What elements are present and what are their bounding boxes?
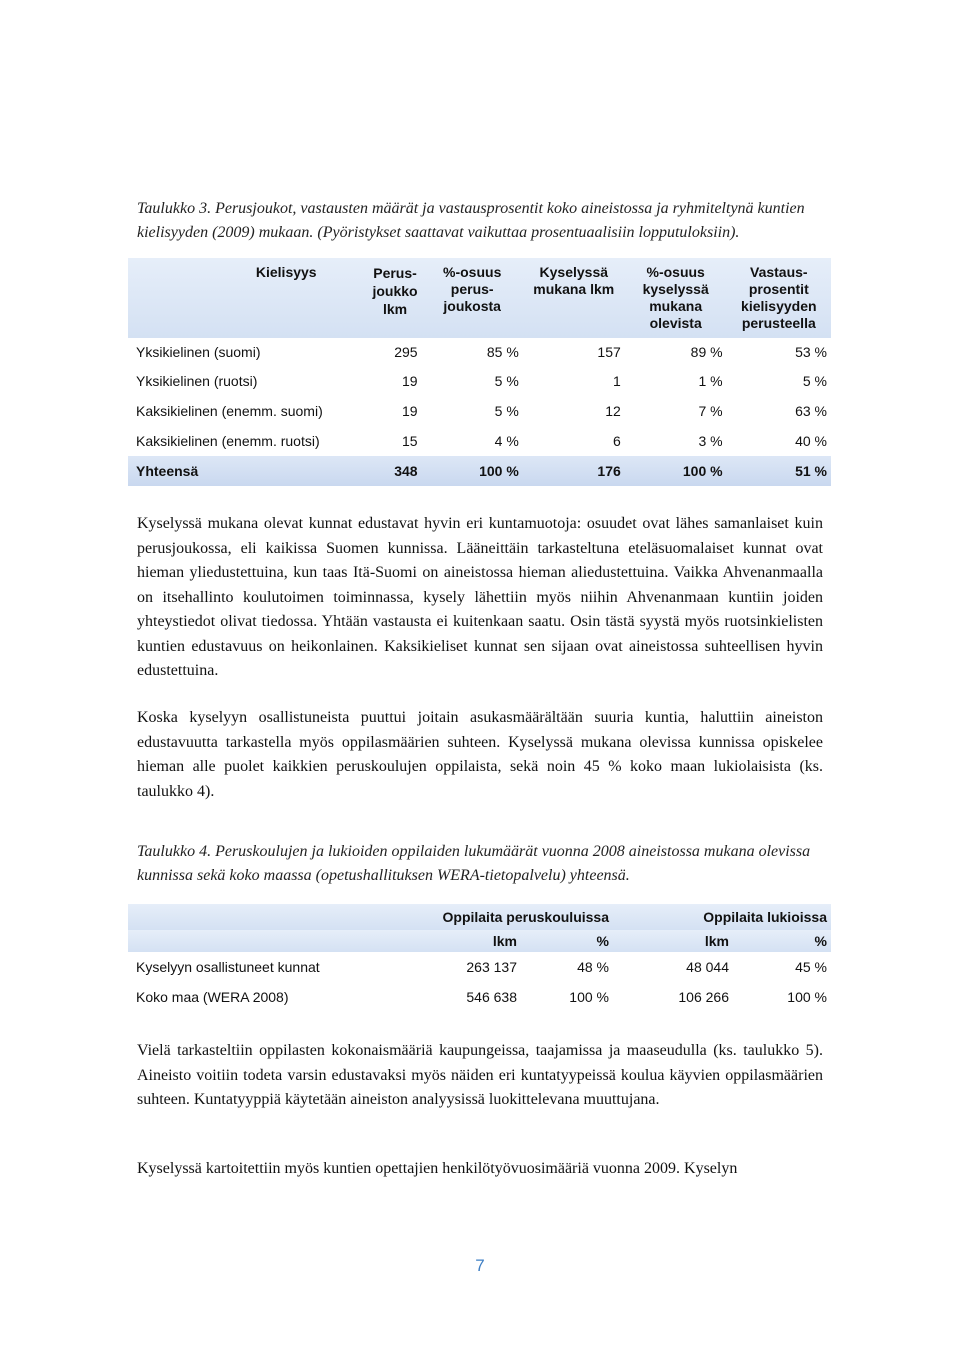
table-row bbox=[128, 426, 831, 456]
table3-total-cell: 348 bbox=[394, 463, 418, 479]
table3-total-cell: 100 % bbox=[682, 463, 723, 479]
table4-cell: 45 % bbox=[795, 959, 827, 975]
body-paragraph: Koska kyselyyn osallistuneista puuttui joitain asukasmäärältään suuria kuntia, haluttiin aineiston edustavuutta tarkastella myös oppilasmäärien suhteen. Kyselyssä mukana olevissa kunnissa opiskelee hieman alle puolet kaikkien peruskoulujen oppilaista, sekä noin 45 % koko maan lukiolaisista (ks. taulukko 4). bbox=[137, 709, 823, 800]
table4-cell: 106 266 bbox=[678, 989, 729, 1005]
table3-header-kielisyys: Kielisyys bbox=[255, 264, 317, 280]
table3-header-osuus-mukana: %-osuus kyselyssä mukana olevista bbox=[642, 264, 709, 331]
table3 bbox=[128, 258, 831, 486]
table3-cell: 295 bbox=[394, 344, 418, 360]
table4-header-lukiot: Oppilaita lukioissa bbox=[703, 909, 827, 925]
table-row bbox=[128, 396, 831, 426]
table3-header-osuus-perusjoukosta: %-osuus perus- joukosta bbox=[443, 264, 502, 314]
table3-header-vastausprosentit: Vastaus- prosentit kielisyyden perusteella bbox=[741, 264, 817, 331]
table4-cell: 263 137 bbox=[466, 959, 517, 975]
table4-cell: 100 % bbox=[569, 989, 609, 1005]
table3-cell: 5 % bbox=[802, 373, 827, 389]
table3-cell: 19 bbox=[402, 373, 418, 389]
table4-subheader: lkm bbox=[704, 933, 729, 949]
table-row bbox=[128, 952, 831, 982]
table3-cell: 157 bbox=[597, 344, 621, 360]
page-number: 7 bbox=[475, 1256, 485, 1275]
body-paragraph: Vielä tarkasteltiin oppilasten kokonaismääriä kaupungeissa, taajamissa ja maaseudulla (ks. taulukko 5). Aineisto voitiin todeta varsin edustavaksi myös näiden eri kuntatyypeissä koulua käyvien oppilasmäärien suhteen. Kuntatyyppiä käytetään aineiston analyysissä luokittelevana muuttujana. bbox=[137, 1042, 823, 1108]
table4-cell: 100 % bbox=[787, 989, 827, 1005]
table3-cell: 53 % bbox=[795, 344, 827, 360]
body-paragraph: Kyselyssä kartoitettiin myös kuntien opettajien henkilötyövuosimääriä vuonna 2009. Kyselyn bbox=[137, 1160, 738, 1177]
table4-header-peruskoulut: Oppilaita peruskouluissa bbox=[442, 909, 609, 925]
table3-header-kyselyssa-mukana: Kyselyssä mukana lkm bbox=[533, 264, 615, 297]
table-row bbox=[128, 366, 831, 396]
table3-cell: Kaksikielinen (enemm. ruotsi) bbox=[136, 433, 320, 449]
table3-caption: Taulukko 3. Perusjoukot, vastausten määrät ja vastausprosentit koko aineistossa ja ryhmiteltynä kuntien kielisyyden (2009) mukaan. (Pyöristykset saattavat vaikuttaa prosentuaalisiin lopputuloksiin). bbox=[137, 200, 805, 241]
table3-total-cell: Yhteensä bbox=[136, 463, 199, 479]
table3-cell: 19 bbox=[402, 403, 418, 419]
table3-cell: 6 bbox=[612, 433, 621, 449]
table4-group-header-row bbox=[128, 904, 831, 930]
table4-cell: Koko maa (WERA 2008) bbox=[136, 989, 289, 1005]
table4 bbox=[128, 904, 831, 1012]
table3-cell: 89 % bbox=[690, 344, 723, 360]
table3-header-row bbox=[128, 258, 831, 338]
table3-header-perusjoukko: Perus- joukko lkm bbox=[372, 265, 418, 317]
table3-cell: 40 % bbox=[795, 433, 827, 449]
table3-cell: Yksikielinen (ruotsi) bbox=[136, 373, 258, 389]
table3-cell: 5 % bbox=[494, 403, 519, 419]
table3-cell: 1 bbox=[612, 373, 621, 389]
table4-subheader: % bbox=[596, 933, 609, 949]
table3-cell: 4 % bbox=[494, 433, 519, 449]
table4-subheader: % bbox=[814, 933, 827, 949]
table-row bbox=[128, 338, 831, 366]
table4-subheader: lkm bbox=[492, 933, 517, 949]
table3-cell: 15 bbox=[402, 433, 418, 449]
table4-cell: 546 638 bbox=[466, 989, 517, 1005]
table3-cell: 3 % bbox=[698, 433, 723, 449]
table3-total-cell: 100 % bbox=[479, 463, 519, 479]
table3-cell: 5 % bbox=[494, 373, 519, 389]
table-row bbox=[128, 982, 831, 1012]
table3-cell: Yksikielinen (suomi) bbox=[136, 344, 261, 360]
table3-cell: 7 % bbox=[698, 403, 723, 419]
body-paragraph: Kyselyssä mukana olevat kunnat edustavat hyvin eri kuntamuotoja: osuudet ovat lähes samanlaiset kuin perusjoukossa, eli kaikissa Suomen kunnissa. Lääneittäin tarkasteltuna eteläsuomalaiset kunnat ovat hieman yliedustettuina, kun taas Itä-Suomi on aineistossa hieman aliedustettuina. Vaikka Ahvenanmaalla on itsehallinto koulutoimen toiminnassa, kysely lähettiin myös niihin Ahvenanmaan kuntiin joiden yhteystiedot olivat tiedossa. Yhtään vastausta ei kuitenkaan saatu. Osin tästä syystä myös ruotsinkielisten kuntien edustavuus on heikonlainen. Kaksikieliset kunnat sen sijaan ovat aineistossa suhteellisen hyvin edustettuina. bbox=[137, 515, 823, 679]
table4-sub-header-row bbox=[128, 930, 831, 952]
table4-cell: 48 % bbox=[577, 959, 609, 975]
table3-cell: Kaksikielinen (enemm. suomi) bbox=[136, 403, 323, 419]
table3-total-row bbox=[128, 456, 831, 486]
table4-cell: Kyselyyn osallistuneet kunnat bbox=[136, 959, 320, 975]
table3-cell: 85 % bbox=[486, 344, 519, 360]
table3-cell: 1 % bbox=[698, 373, 723, 389]
table3-total-cell: 51 % bbox=[795, 463, 827, 479]
table3-total-cell: 176 bbox=[597, 463, 621, 479]
table4-cell: 48 044 bbox=[686, 959, 729, 975]
table4-caption: Taulukko 4. Peruskoulujen ja lukioiden oppilaiden lukumäärät vuonna 2008 aineistossa mukana olevissa kunnissa sekä koko maassa (opetushallituksen WERA-tietopalvelu) yhteensä. bbox=[137, 843, 811, 884]
table3-cell: 12 bbox=[605, 403, 621, 419]
table3-cell: 63 % bbox=[795, 403, 827, 419]
